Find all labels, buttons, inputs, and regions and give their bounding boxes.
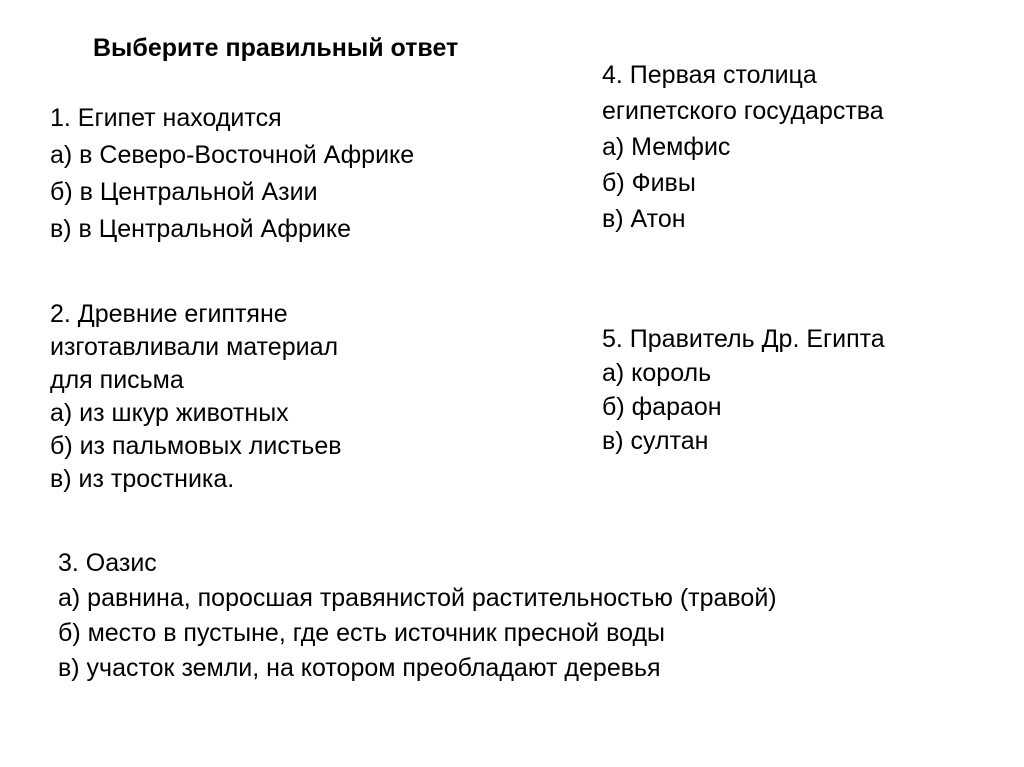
answer-option-b: б) фараон <box>602 393 722 421</box>
question-text: 2. Древние египтяне <box>50 300 288 328</box>
question-3 <box>58 546 777 686</box>
question-text: 5. Правитель Др. Египта <box>602 325 885 353</box>
answer-option-b: б) Фивы <box>602 169 696 197</box>
question-1 <box>50 100 414 248</box>
answer-option-a: а) из шкур животных <box>50 399 289 427</box>
answer-option-c: в) Атон <box>602 205 686 233</box>
answer-option-b: б) в Центральной Азии <box>50 178 318 206</box>
answer-option-b: б) место в пустыне, где есть источник пресной воды <box>58 619 666 647</box>
answer-option-b: б) из пальмовых листьев <box>50 432 342 460</box>
answer-option-c: в) из тростника. <box>50 465 235 493</box>
question-text: для письма <box>50 366 184 394</box>
question-text: 3. Оазис <box>58 549 157 577</box>
answer-option-a: а) в Северо-Восточной Африке <box>50 141 415 169</box>
question-text: 1. Египет находится <box>50 104 282 132</box>
question-text: изготавливали материал <box>50 333 339 361</box>
question-5 <box>602 322 885 458</box>
question-4 <box>602 57 884 237</box>
question-text: египетского государства <box>602 97 884 125</box>
page-title: Выберите правильный ответ <box>93 34 459 62</box>
answer-option-c: в) участок земли, на котором преобладают деревья <box>58 654 661 682</box>
question-2 <box>50 298 342 496</box>
answer-option-c: в) в Центральной Африке <box>50 215 351 243</box>
answer-option-a: а) Мемфис <box>602 133 731 161</box>
answer-option-a: а) король <box>602 359 712 387</box>
answer-option-a: а) равнина, поросшая травянистой растительностью (травой) <box>58 584 777 612</box>
question-text: 4. Первая столица <box>602 61 817 89</box>
answer-option-c: в) султан <box>602 427 709 455</box>
